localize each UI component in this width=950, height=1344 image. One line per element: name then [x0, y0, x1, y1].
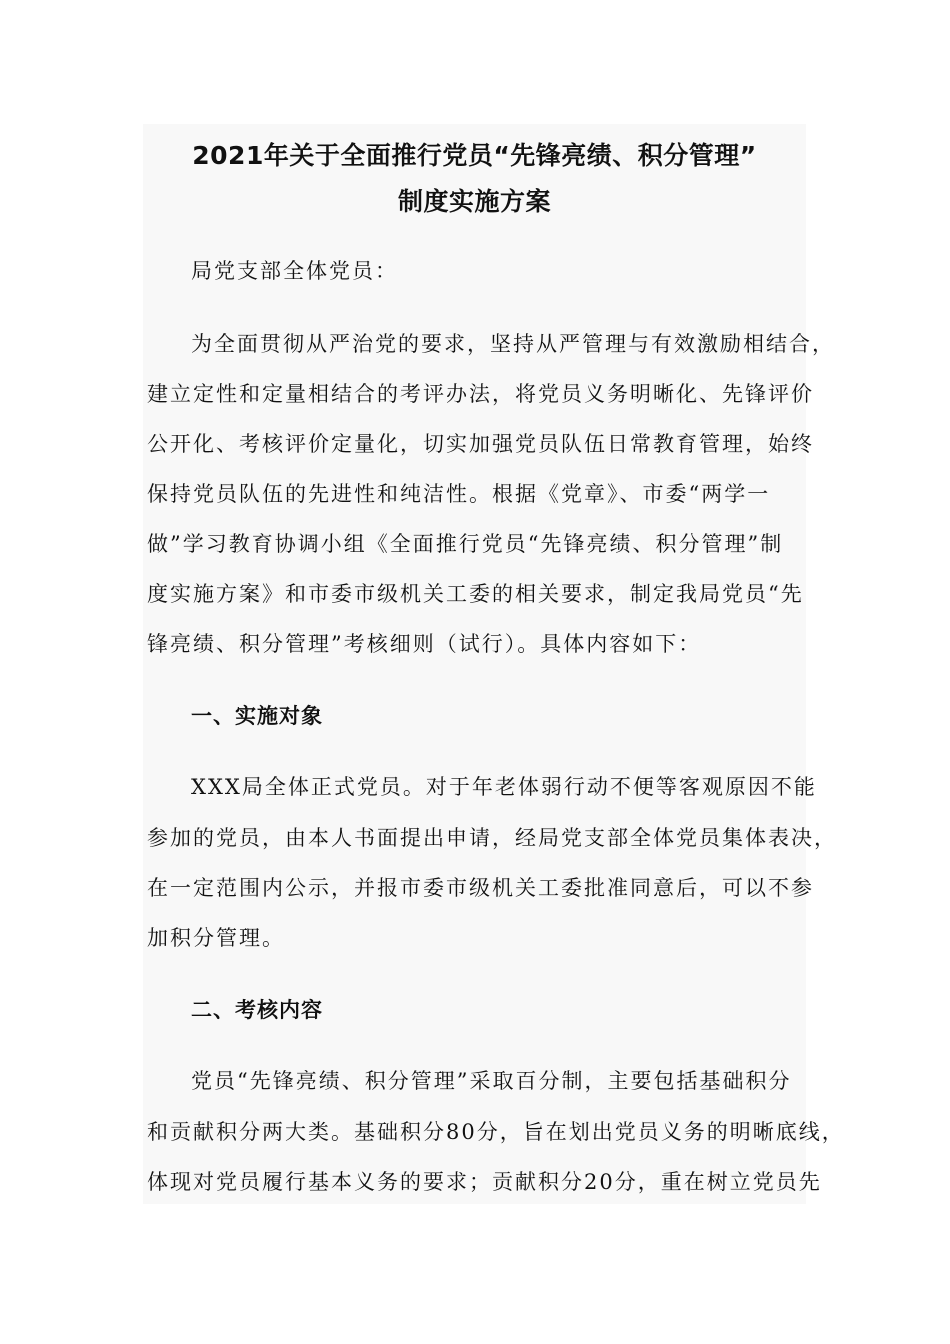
- paragraph-line: 度实施方案》和市委市级机关工委的相关要求，制定我局党员“先: [147, 582, 804, 606]
- paragraph-line: XXX局全体正式党员。对于年老体弱行动不便等客观原因不能: [191, 775, 817, 799]
- document-title-line-1: 2021年关于全面推行党员“先锋亮绩、积分管理”: [192, 141, 757, 170]
- paragraph-line: 和贡献积分两大类。基础积分80分，旨在划出党员义务的明晰底线，: [147, 1120, 845, 1144]
- document-page: [143, 124, 845, 1204]
- paragraph-line: 为全面贯彻从严治党的要求，坚持从严管理与有效激励相结合，: [191, 332, 835, 356]
- paragraph-line: 锋亮绩、积分管理”考核细则（试行）。具体内容如下：: [147, 632, 702, 656]
- paragraph-line: 参加的党员，由本人书面提出申请，经局党支部全体党员集体表决，: [147, 826, 837, 850]
- paragraph-line: 党员“先锋亮绩、积分管理”采取百分制，主要包括基础积分: [191, 1069, 792, 1093]
- paragraph-line: 建立定性和定量相结合的考评办法，将党员义务明晰化、先锋评价: [147, 382, 814, 406]
- section-heading-2: 二、考核内容: [191, 998, 323, 1022]
- paragraph-line: 体现对党员履行基本义务的要求；贡献积分20分，重在树立党员先: [147, 1170, 822, 1194]
- salutation: 局党支部全体党员：: [191, 259, 398, 283]
- paragraph-line: 公开化、考核评价定量化，切实加强党员队伍日常教育管理，始终: [147, 432, 814, 456]
- paragraph-line: 做”学习教育协调小组《全面推行党员“先锋亮绩、积分管理”制: [147, 532, 784, 556]
- document-title-line-2: 制度实施方案: [397, 187, 551, 216]
- paragraph-line: 保持党员队伍的先进性和纯洁性。根据《党章》、市委“两学一: [147, 482, 771, 506]
- paragraph-line: 加积分管理。: [147, 926, 285, 950]
- paragraph-line: 在一定范围内公示，并报市委市级机关工委批准同意后，可以不参: [147, 876, 814, 900]
- section-heading-1: 一、实施对象: [191, 704, 323, 728]
